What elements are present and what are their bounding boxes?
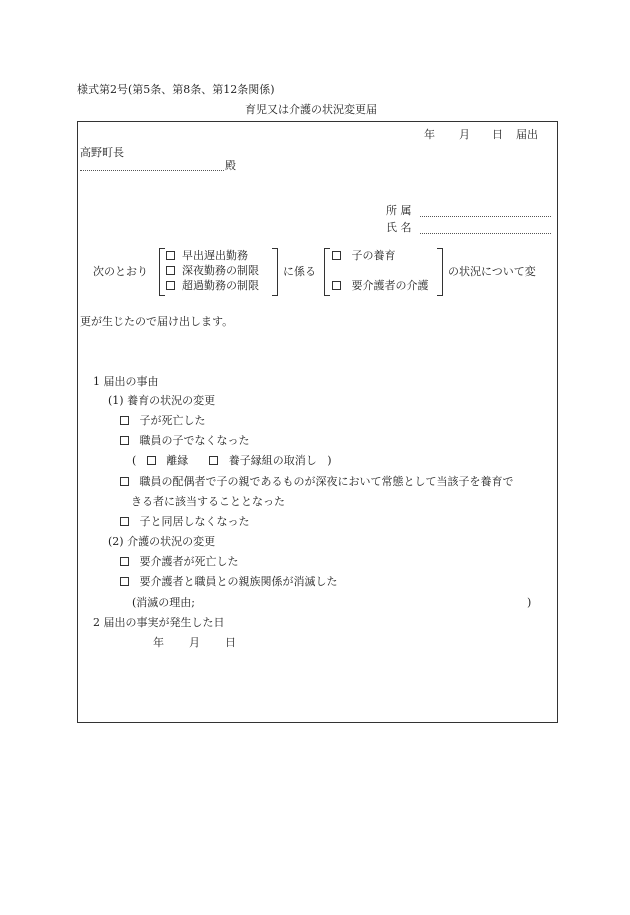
addressee-dotted-line — [80, 170, 224, 171]
date-month-label: 月 — [459, 128, 470, 141]
checkbox-not-child[interactable] — [120, 436, 129, 445]
care-bracket-right — [437, 248, 443, 296]
care-bracket-left — [324, 248, 330, 296]
name-label: 氏 名 — [386, 221, 412, 234]
care-option-1 — [332, 250, 396, 261]
item-not-cohabit-label: 子と同居しなくなった — [139, 515, 250, 528]
affiliation-field[interactable] — [420, 216, 551, 217]
addressee-honorific: 殿 — [225, 159, 236, 172]
checkbox-nursing-care[interactable] — [332, 281, 341, 290]
statement-continuation: 更が生じたので届け出します。 — [80, 315, 234, 328]
checkbox-divorce[interactable] — [147, 456, 156, 465]
addressee-name: 高野町長 — [80, 146, 124, 159]
statement-connector: に係る — [283, 265, 316, 278]
paren-open: ( — [132, 454, 137, 467]
work-option-3 — [166, 280, 259, 291]
section1-title: 1 届出の事由 — [93, 375, 159, 388]
checkbox-adoption-cancel[interactable] — [209, 456, 218, 465]
item-cared-death — [120, 556, 239, 567]
care-option-2 — [332, 280, 429, 291]
work-option-1-label: 早出遅出勤務 — [182, 249, 248, 262]
item-spouse — [120, 476, 514, 487]
item-not-child-label: 職員の子でなくなった — [139, 434, 250, 447]
date-day-label: 日 — [492, 128, 503, 141]
paren-close: ) — [327, 454, 332, 467]
adoption-cancel-label: 養子縁組の取消し — [228, 454, 317, 467]
section1-sub2-title: (2) 介護の状況の変更 — [108, 535, 216, 548]
section2-title: 2 届出の事実が発生した日 — [93, 616, 225, 629]
date-year-label: 年 — [424, 128, 435, 141]
checkbox-child-care[interactable] — [332, 251, 341, 260]
checkbox-child-death[interactable] — [120, 416, 129, 425]
checkbox-not-cohabit[interactable] — [120, 517, 129, 526]
item-not-cohabit — [120, 516, 250, 527]
checkbox-overtime-limit[interactable] — [166, 281, 175, 290]
section2-month-label: 月 — [189, 636, 200, 649]
submit-label: 届出 — [516, 128, 538, 141]
section1-sub1-title: (1) 養育の状況の変更 — [108, 394, 216, 407]
item-subreason — [132, 455, 332, 466]
divorce-label: 離縁 — [166, 454, 189, 467]
item-not-child — [120, 435, 250, 446]
name-field[interactable] — [420, 233, 551, 234]
reason-label: (消滅の理由; — [132, 596, 195, 609]
affiliation-label: 所 属 — [386, 204, 412, 217]
checkbox-spouse[interactable] — [120, 477, 129, 486]
work-option-3-label: 超過勤務の制限 — [182, 279, 259, 292]
item-spouse-label-1: 職員の配偶者で子の親であるものが深夜において常態として当該子を養育で — [139, 475, 514, 488]
work-bracket-right — [272, 248, 278, 296]
work-option-2-label: 深夜勤務の制限 — [182, 264, 259, 277]
section2-day-label: 日 — [225, 636, 236, 649]
item-relation-end — [120, 576, 338, 587]
work-bracket-left — [159, 248, 165, 296]
item-spouse-label-2: きる者に該当することとなった — [131, 495, 285, 508]
statement-suffix: の状況について変 — [448, 265, 536, 278]
item-child-death-label: 子が死亡した — [139, 414, 206, 427]
checkbox-night-limit[interactable] — [166, 266, 175, 275]
checkbox-cared-death[interactable] — [120, 557, 129, 566]
reason-close: ) — [527, 596, 532, 609]
work-option-1 — [166, 250, 248, 261]
form-title: 育児又は介護の状況変更届 — [245, 103, 377, 116]
form-number: 様式第2号(第5条、第8条、第12条関係) — [77, 83, 275, 96]
item-child-death — [120, 415, 206, 426]
statement-prefix: 次のとおり — [93, 265, 148, 278]
item-relation-end-label: 要介護者と職員との親族関係が消滅した — [139, 575, 338, 588]
section2-year-label: 年 — [153, 636, 164, 649]
item-cared-death-label: 要介護者が死亡した — [139, 555, 239, 568]
checkbox-relation-end[interactable] — [120, 577, 129, 586]
care-option-2-label: 要介護者の介護 — [351, 279, 429, 292]
work-option-2 — [166, 265, 259, 276]
checkbox-early-late[interactable] — [166, 251, 175, 260]
care-option-1-label: 子の養育 — [351, 249, 396, 262]
